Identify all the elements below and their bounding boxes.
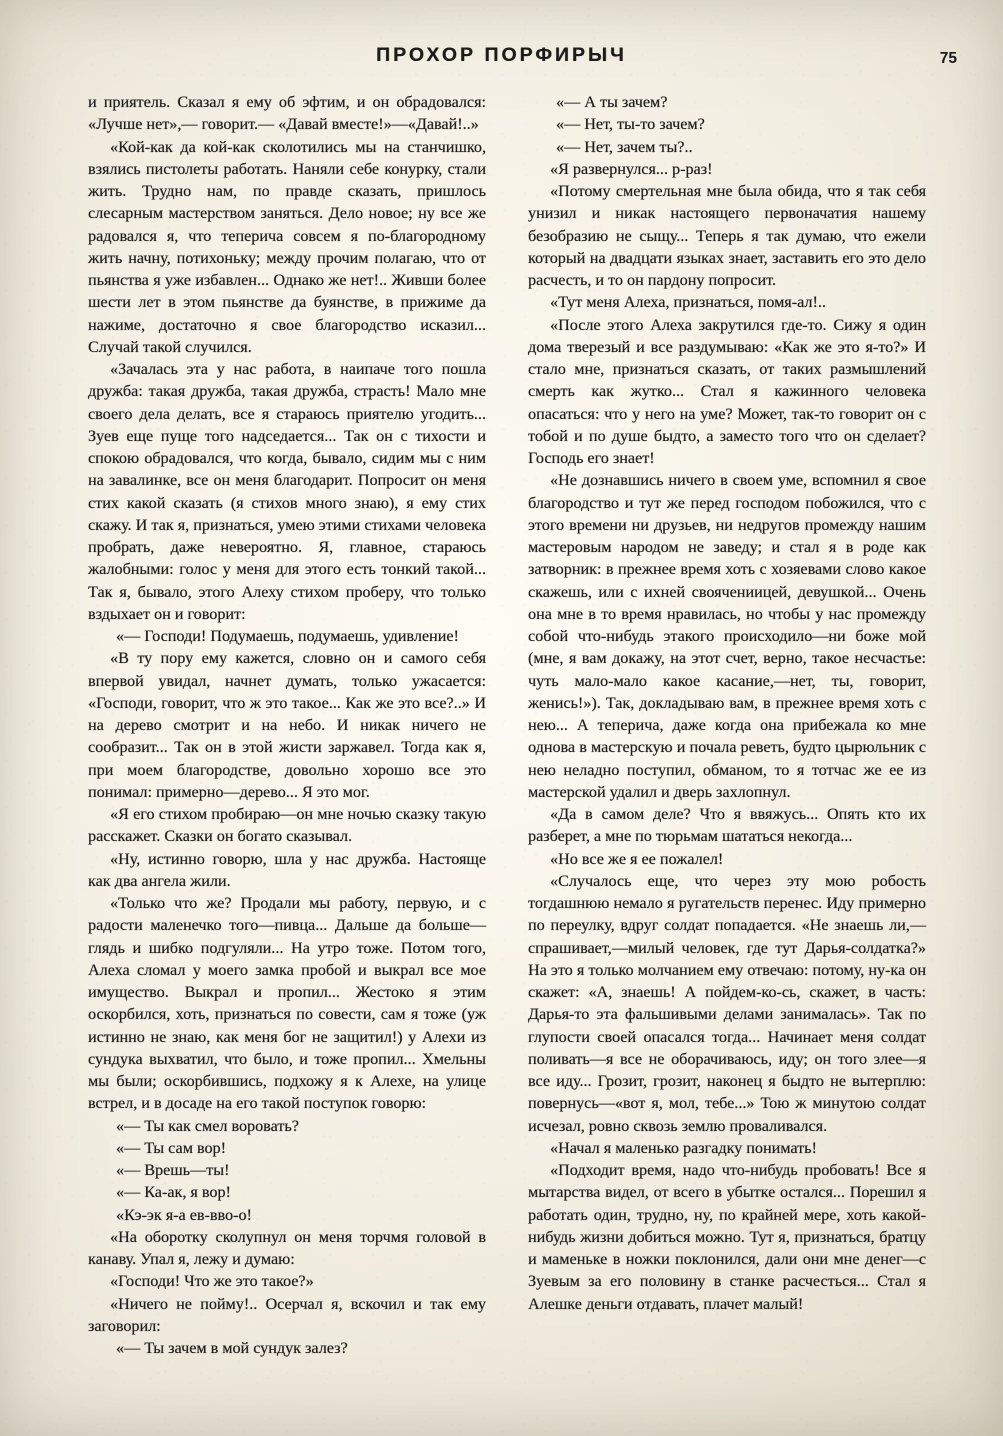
paragraph: «— Ты как смел воровать? [116, 1117, 299, 1135]
paragraph: «— Нет, ты-то зачем? [556, 116, 705, 134]
paragraph: «В ту пору ему кажется, словно он и самого себя впервой увидал, начнет думать, только ужасается: «Господи, говорит, что ж это такое... Как же это все?..» И на дерево смотрит и на небо. И никак ничего не сообразит... Так он в этой жисти заржавел. Тогда как я, при моем благородстве, довольно хорошо все это понимал: примерно—дерево... Я это мог. [88, 650, 486, 801]
paragraph: «Кэ-эк я-а ев-вво-о! [116, 1206, 252, 1224]
paragraph: «Случалось еще, что через эту мою робость тогдашнюю немало я ругательств перенес. Иду примерно по переулку, вдруг солдат попадается. «Не знаешь ли,—спрашивает,—милый человек, где тут Дарья-солдатка?» На это я только молчанием ему отвечаю: потому, ну-ка он скажет: «А, знаешь! А пойдем-ко-сь, скажет, в часть: Дарья-то эта фальшивыми делами занималась». Так по глупости своей опасался тогда... Начинает меня солдат поливать—я все не оборачиваюсь, иду; он того злее—я все иду... Грозит, грозит, наконец я быдто не вытерплю: повернусь—«вот я, мол, тебе...» Тою ж минутою солдат исчезал, ровно сквозь землю проваливался. [528, 872, 926, 1135]
paragraph: «— Нет, зачем ты?.. [556, 138, 693, 156]
paragraph: «Начал я маленько разгадку понимать! [550, 1139, 817, 1157]
paragraph: «— Ты зачем в мой сундук залез? [116, 1340, 348, 1357]
paragraph: «Только что же? Продали мы работу, первую, и с радости маленечко того—пивца... Дальше да больше—глядь и шибко подгуляли... На утро тоже. Потом того, Алеха сломал у моего замка пробой и выкрал все мое имущество. Выкрал и пропил... Жестоко я этим оскорбился, хоть, признаться по совести, сам я тоже (уж истинно не знаю, как меня бог не защитил!) у Алехи из сундука выхватил, что было, и тоже пропил... Хмельны мы были; оскорбившись, подхожу я к Алехе, на улице встрел, и в досаде на его такой поступок говорю: [88, 895, 486, 1113]
paragraph: «— А ты зачем? [556, 94, 668, 111]
right-text-column [528, 92, 926, 1344]
paragraph: «Ничего не пойму!.. Осерчал я, вскочил и так ему заговорил: [88, 1295, 486, 1335]
left-text-column [88, 92, 486, 1357]
two-column-text-body [88, 92, 926, 1357]
page-number: 75 [939, 50, 957, 67]
paragraph: «Не дознавшись ничего в своем уме, вспомнил я свое благородство и тут же перед господом побожился, что с этого времени ни друзьев, ни недругов промежду нашим мастеровым народом не заведу; и стал я в роде как затворник: в прежнее время хоть с хозяевами слово какое скажешь, или с ихней своячениицей, девушкой... Очень она мне в то время нравилась, но чтобы у нас промежду собой что-нибудь этакого происходило—ни боже мой (мне, я вам докажу, на этот счет, верно, такое несчастье: чуть мало-мало какое касание,—нет, ты, говорит, женись!»). Так, докладываю вам, в прежнее время хоть с нею... А теперича, даже когда она прибежала ко мне однова в мастерскую и почала реветь, будто цырюльник с нею неладно поступил, обманом, то я тотчас же ее из мастерской удалил и дверь захлопнул. [528, 472, 926, 801]
running-header [0, 44, 1003, 72]
paragraph: «Но все же я ее пожалел! [550, 850, 724, 868]
paragraph: и приятель. Сказал я ему об эфтим, и он обрадовался: «Лучше нет»,— говорит.— «Давай вместе!»—«Давай!..» [88, 94, 486, 134]
paragraph: «— Ты сам вор! [116, 1139, 226, 1157]
paragraph: «— Врешь—ты! [116, 1162, 230, 1179]
paragraph: «Господи! Что же это такое?» [110, 1273, 314, 1291]
paragraph: «Потому смертельная мне была обида, что я так себя унизил и никак настоящего первоначатия нашему безобразию не сыщу... Теперь я так думаю, что ежели который на двадцати языках знает, заставить его это дело расчесть, и то он пардону попросит. [528, 183, 926, 289]
running-head-title: ПРОХОР ПОРФИРЫЧ [376, 44, 627, 66]
paragraph: «Зачалась эта у нас работа, в наипаче того пошла дружба: такая дружба, такая дружба, страсть! Мало мне своего дела делать, все я стараюсь приятелю угодить... Зуев еще пуще того надседается... Так он с тихости и спокою обрадовался, что когда, бывало, сидим мы с ним на завалинке, все он меня благодарит. Попросит он меня стих какой сказать (я стихов много знаю), я ему стих скажу. И так я, признаться, умею этими стихами человека пробрать, даже невероятно. Я, главное, стараюсь жалобными: голос у меня для этого есть тонкий такой... Так я, бывало, этого Алеху стихом проберу, что только вздыхает он и говорит: [88, 361, 486, 623]
paragraph: «После этого Алеха закрутился где-то. Сижу я один дома тверезый и все раздумываю: «Как же это я-то?» И стало мне, признаться сказать, от таких размышлений смерть как жутко... Стал я кажинного человека опасаться: что у него на уме? Может, так-то говорит он с тобой и по душе быдто, а заместо того что он сделает? Господь его знает! [528, 316, 926, 467]
paragraph: «Да в самом деле? Что я ввяжусь... Опять кто их разберет, а мне по тюрьмам шататься некогда... [528, 806, 926, 846]
paragraph: «— Господи! Подумаешь, подумаешь, удивление! [116, 628, 459, 645]
paragraph: «Я развернулся... р-раз! [550, 160, 713, 178]
paragraph: «— Ка-ак, я вор! [116, 1184, 231, 1202]
paragraph: «Ну, истинно говорю, шла у нас дружба. Настояще как два ангела жили. [88, 850, 486, 890]
paragraph: «На оборотку сколупнул он меня торчмя головой в канаву. Упал я, лежу и думаю: [88, 1228, 486, 1268]
paragraph: «Подходит время, надо что-нибудь пробовать! Все я мытарства видел, от всего в убытке остался... Порешил я работать один, трудно, ну, по крайней мере, хоть какой-нибудь жизни добиться можно. Тут я, признаться, братцу и маменьке в ножки поклонился, дали они мне денег—с Зуевым за его половину в станке расчесться... Стал я Алешке деньги отдавать, плачет малый! [528, 1162, 926, 1313]
paragraph: «Я его стихом пробираю—он мне ночью сказку такую расскажет. Сказки он богато сказывал. [88, 806, 486, 846]
paragraph: «Кой-как да кой-как сколотились мы на станчишко, взялись пистолеты работать. Наняли себе конурку, стали жить. Трудно нам, по правде сказать, пришлось слесарным мастерством заняться. Дело новое; ну все же радовался я, что теперича совсем я по-благородному жить начну, потихоньку; между прочим полагаю, что от пьянства я уже избавлен... Однако же нет!.. Живши более шести лет в этом пьянстве да буянстве, в прижиме да нажиме, достаточно я свое благородство исказил... Случай такой случился. [88, 138, 486, 356]
paragraph: «Тут меня Алеха, признаться, помя-ал!.. [550, 294, 826, 312]
